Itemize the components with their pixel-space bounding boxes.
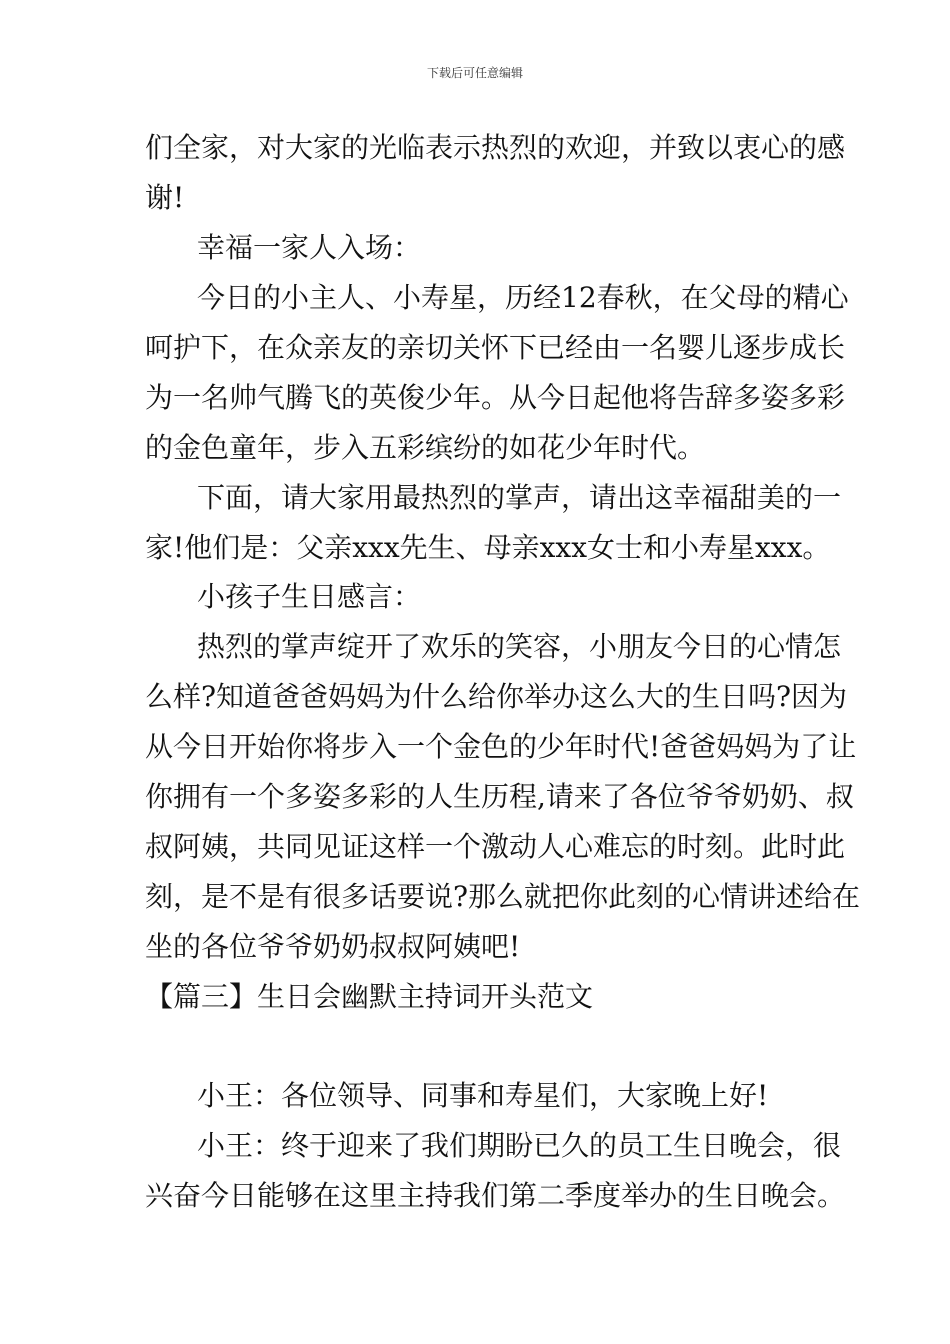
body-line: 的金色童年，步入五彩缤纷的如花少年时代。 xyxy=(145,431,706,464)
body-line: 为一名帅气腾飞的英俊少年。从今日起他将告辞多姿多彩 xyxy=(145,381,846,414)
body-line: 刻，是不是有很多话要说?那么就把你此刻的心情讲述给在 xyxy=(145,880,861,913)
page-header-note: 下载后可任意编辑 xyxy=(426,66,523,80)
body-line: 从今日开始你将步入一个金色的少年时代!爸爸妈妈为了让 xyxy=(145,730,857,763)
body-line: 叔阿姨，共同见证这样一个激动人心难忘的时刻。此时此 xyxy=(145,830,846,863)
body-line: 么样?知道爸爸妈妈为什么给你举办这么大的生日吗?因为 xyxy=(145,680,848,713)
body-line: 小王：各位领导、同事和寿星们，大家晚上好! xyxy=(197,1079,769,1112)
body-line: 坐的各位爷爷奶奶叔叔阿姨吧! xyxy=(145,930,521,963)
body-line: 呵护下，在众亲友的亲切关怀下已经由一名婴儿逐步成长 xyxy=(145,331,846,364)
section-label: 幸福一家人入场： xyxy=(197,231,422,264)
body-line: 们全家，对大家的光临表示热烈的欢迎，并致以衷心的感 xyxy=(145,131,846,164)
section-heading: 【篇三】生日会幽默主持词开头范文 xyxy=(145,980,594,1013)
section-label: 小孩子生日感言： xyxy=(197,580,422,613)
body-line: 你拥有一个多姿多彩的人生历程,请来了各位爷爷奶奶、叔 xyxy=(145,780,854,813)
body-line: 热烈的掌声绽开了欢乐的笑容，小朋友今日的心情怎 xyxy=(197,630,842,663)
body-line: 家!他们是：父亲xxx先生、母亲xxx女士和小寿星xxx。 xyxy=(145,531,831,564)
body-line: 谢! xyxy=(145,181,185,214)
body-line: 小王：终于迎来了我们期盼已久的员工生日晚会，很 xyxy=(197,1129,842,1162)
body-line: 下面，请大家用最热烈的掌声，请出这幸福甜美的一 xyxy=(197,481,842,514)
body-line: 今日的小主人、小寿星，历经12春秋，在父母的精心 xyxy=(197,281,849,314)
body-line: 兴奋今日能够在这里主持我们第二季度举办的生日晚会。 xyxy=(145,1179,846,1212)
